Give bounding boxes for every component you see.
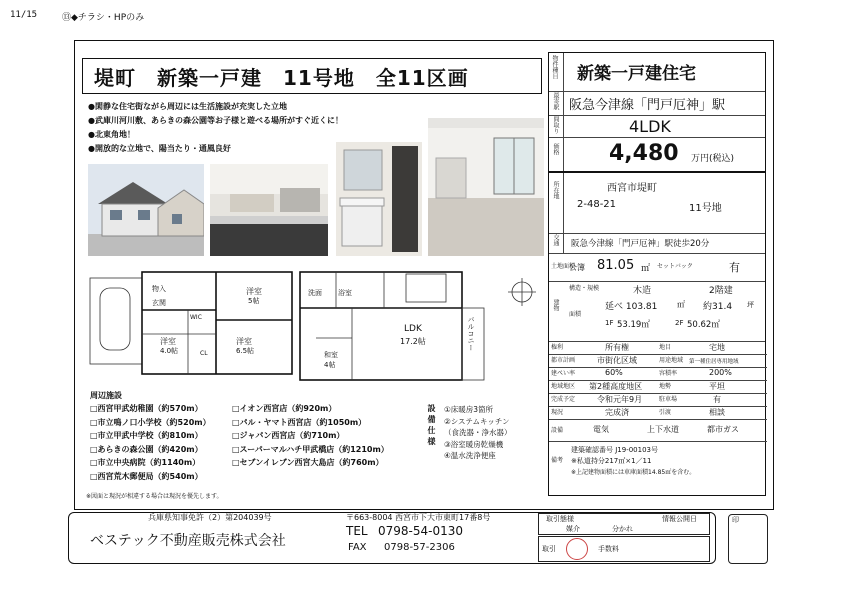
info-date-label: 情報公開日 <box>662 515 697 523</box>
utility-item: 都市ガス <box>707 425 739 434</box>
setback-value: 有 <box>729 261 740 274</box>
nearby-left-list <box>90 402 240 483</box>
spec-label: 価格 <box>552 143 559 155</box>
spec-key: 設備 <box>551 427 564 434</box>
spec-row-station <box>549 91 765 116</box>
license-number: 兵庫県知事免許（2）第204039号 <box>148 513 272 522</box>
washroom-image <box>336 142 422 256</box>
total-floor-area: 延べ 103.81 <box>605 302 658 312</box>
total-floor-unit: ㎡ <box>677 300 685 309</box>
footnote: ※図面と現況が相違する場合は現況を優先します。 <box>86 493 223 500</box>
tel-number: 0798-54-0130 <box>378 524 464 538</box>
fax-number: 0798-57-2306 <box>384 542 455 553</box>
spec-key: 権利 <box>551 344 564 351</box>
spec-grid-row <box>549 393 767 407</box>
nearby-item: □セブンイレブン西宮大島店（約760m） <box>232 458 384 467</box>
company-address: 〒663-8004 西宮市下大市東町17番8号 <box>346 513 491 522</box>
photo-ldk <box>428 118 544 256</box>
nearby-item: □市立鳴ノ口小学校（約520m） <box>90 417 211 427</box>
spec-row-building <box>549 281 765 342</box>
transport-text: 阪急今津線「門戸厄神」駅徒歩20分 <box>571 239 710 249</box>
equipment-item: ③浴室暖房乾燥機 <box>444 439 504 449</box>
spec-grid-row <box>549 380 767 394</box>
floor2-label: 2F <box>675 319 684 327</box>
spec-key: 地目 <box>659 344 672 351</box>
spec-label: 土地面積 <box>551 263 576 270</box>
photo-exterior <box>88 164 204 256</box>
structure-value: 木造 <box>633 286 652 296</box>
nearby-item: □スーパーマルハチ甲武橋店（約1210m） <box>232 444 389 454</box>
tsubo-value: 約31.4 <box>703 302 733 312</box>
spec-value: 第一種住居専用地域 <box>689 359 739 365</box>
room-label: 物入 <box>152 285 166 293</box>
room-label: LDK <box>404 324 422 334</box>
nearby-item: □市立中央病院（約1140m） <box>90 458 201 467</box>
equipment-list <box>444 404 544 462</box>
exterior-image <box>88 164 204 256</box>
deal-option: 分かれ <box>612 525 633 533</box>
photo-kitchen <box>210 164 328 256</box>
spec-row-transport <box>549 233 765 254</box>
spec-key: 完成予定 <box>551 396 576 403</box>
nearby-item: □イオン西宮店（約920m） <box>232 404 337 413</box>
spec-value: 宅地 <box>709 343 725 352</box>
spec-value: 相談 <box>709 408 725 417</box>
spec-row-land <box>549 253 765 282</box>
spec-grid-row <box>549 341 767 355</box>
room-size: 6.5帖 <box>236 347 255 355</box>
address-number: 11号地 <box>689 203 722 214</box>
spec-row-layout <box>549 115 765 138</box>
room-label: 洗面 <box>308 289 322 297</box>
spec-grid-row <box>549 367 767 381</box>
spec-grid-row <box>549 354 767 368</box>
room-size: 4.0帖 <box>160 347 179 355</box>
tsubo-unit: 坪 <box>747 301 754 309</box>
nearby-item: □ジャパン西宮店（約710m） <box>232 431 345 440</box>
remark-item: 建築確認番号 J19-00103号 <box>571 446 658 454</box>
photo-washroom <box>336 142 422 256</box>
spec-value: 200% <box>709 368 732 377</box>
spec-key: 建ぺい率 <box>551 370 576 377</box>
room-label: 玄関 <box>152 299 166 307</box>
company-name: ベステック不動産販売株式会社 <box>90 533 286 549</box>
feature-item: ●武庫川河川敷、あらきの森公園等お子様と遊べる場所がすぐ近くに！ <box>88 116 343 125</box>
remark-item: ※上記建物面積には車庫面積14.85㎡を含む。 <box>571 469 696 476</box>
floor-plan <box>86 264 542 384</box>
equipment-item: ①床暖房3箇所 <box>444 405 493 414</box>
nearby-right-list <box>232 402 418 470</box>
spec-row-remarks <box>549 441 767 493</box>
address-city: 西宮市堤町 <box>607 183 657 194</box>
property-station: 阪急今津線「門戸厄神」駅 <box>569 98 726 113</box>
spec-key: 地域地区 <box>551 383 576 390</box>
spec-key: 地勢 <box>659 383 672 390</box>
land-area: 81.05 <box>597 258 635 273</box>
room-label: 洋室 <box>160 337 176 346</box>
seal-box-label: 印 <box>732 516 739 524</box>
nearby-item: □あらきの森公園（約420m） <box>90 444 203 454</box>
spec-label: 所在地 <box>552 181 559 199</box>
nearby-item: □西宮荒木郵便局（約540m） <box>90 471 203 481</box>
spec-value: 完成済 <box>605 408 629 417</box>
floor1-value: 53.19㎡ <box>617 320 650 330</box>
feature-item: ●開放的な立地で、陽当たり・通風良好 <box>88 144 231 153</box>
nearby-item: □パル・ヤマト西宮店（約1050m） <box>232 417 367 427</box>
spec-value: 平坦 <box>709 382 725 391</box>
spec-row-price <box>549 137 765 173</box>
spec-value: 有 <box>713 395 721 404</box>
deal-label: 取引態様 <box>546 515 574 523</box>
spec-label: 交通 <box>552 234 559 246</box>
spec-label: セットバック <box>657 263 693 270</box>
spec-key: 容積率 <box>659 370 678 377</box>
address-lot: 2-48-21 <box>577 199 617 210</box>
spec-key: 備考 <box>551 457 564 464</box>
price-value: 4,480 <box>609 141 679 166</box>
equipment-label: 設備仕様 <box>427 404 436 448</box>
flyer-title: 堤町 新築一戸建 11号地 全11区画 <box>94 66 469 90</box>
spec-key: 駐車場 <box>659 396 678 403</box>
nearby-item: □市立甲武中学校（約810m） <box>90 431 203 440</box>
kitchen-image <box>210 164 328 256</box>
feature-item: ●閑静な住宅街ながら周辺には生活施設が充実した立地 <box>88 102 287 111</box>
spec-label: 建物 <box>552 299 559 311</box>
tel-label: TEL <box>346 524 368 538</box>
spec-label: 間取り <box>552 116 559 134</box>
spec-key: 現況 <box>551 409 564 416</box>
equipment-item: ②システムキッチン <box>444 416 510 426</box>
equipment-item: ④温水洗浄便座 <box>444 451 496 460</box>
nearby-title: 周辺施設 <box>90 391 122 400</box>
room-label: 浴室 <box>338 289 352 297</box>
spec-panel <box>548 52 766 496</box>
remark-item: ※私道持分217㎡×1／11 <box>571 457 652 465</box>
land-method: 公簿 <box>569 263 585 272</box>
spec-value: 市街化区域 <box>597 356 637 365</box>
page-number: 11/15 <box>10 10 38 20</box>
equipment-item: （食洗器・浄水器） <box>444 428 512 437</box>
stamp-label: 取引 <box>542 545 556 553</box>
spec-key: 用途地域 <box>659 357 684 364</box>
stamp-row <box>538 536 710 562</box>
room-label: 和室 <box>324 351 338 359</box>
room-label: 洋室 <box>246 287 262 296</box>
spec-row-location <box>549 171 765 234</box>
floor2-value: 50.62㎡ <box>687 320 720 330</box>
utility-item: 上下水道 <box>647 425 679 434</box>
room-label: 洋室 <box>236 337 252 346</box>
room-label: バルコニー <box>467 316 475 351</box>
stamp-label: 手数料 <box>598 545 619 553</box>
spec-value: 60% <box>605 368 623 377</box>
spec-label: 面積 <box>569 311 582 318</box>
room-label: WIC <box>190 314 202 321</box>
spec-key: 都市計画 <box>551 357 576 364</box>
spec-value: 所有権 <box>605 343 629 352</box>
spec-label: 構造・規模 <box>569 285 600 292</box>
spec-row-type <box>549 53 765 92</box>
spec-label: 物件種目 <box>551 55 558 79</box>
room-label: CL <box>200 350 208 357</box>
spec-label: 最寄駅 <box>552 92 559 110</box>
nearby-item: □西宮甲武幼稚園（約570m） <box>90 404 203 413</box>
room-size: 17.2帖 <box>400 337 426 346</box>
spec-grid-row <box>549 406 767 420</box>
property-layout: 4LDK <box>629 117 671 136</box>
page-tag: ⑬◆チラシ・HPのみ <box>62 13 145 23</box>
ldk-image <box>428 118 544 256</box>
utility-item: 電気 <box>593 425 609 434</box>
land-unit: ㎡ <box>641 264 651 274</box>
deal-option: 媒介 <box>566 525 580 533</box>
seal-stamp <box>566 538 588 560</box>
room-size: 4帖 <box>324 361 336 369</box>
floor1-label: 1F <box>605 319 614 327</box>
property-type: 新築一戸建住宅 <box>577 64 696 84</box>
spec-value: 令和元年9月 <box>597 395 643 404</box>
floors-value: 2階建 <box>709 286 733 296</box>
price-unit: 万円(税込) <box>691 154 735 164</box>
room-size: 5帖 <box>248 297 260 305</box>
feature-item: ●北東角地！ <box>88 130 135 139</box>
fax-label: FAX <box>348 542 367 553</box>
spec-row-utilities <box>549 419 767 442</box>
spec-key: 引渡 <box>659 409 672 416</box>
spec-value: 第2種高度地区 <box>589 382 643 391</box>
